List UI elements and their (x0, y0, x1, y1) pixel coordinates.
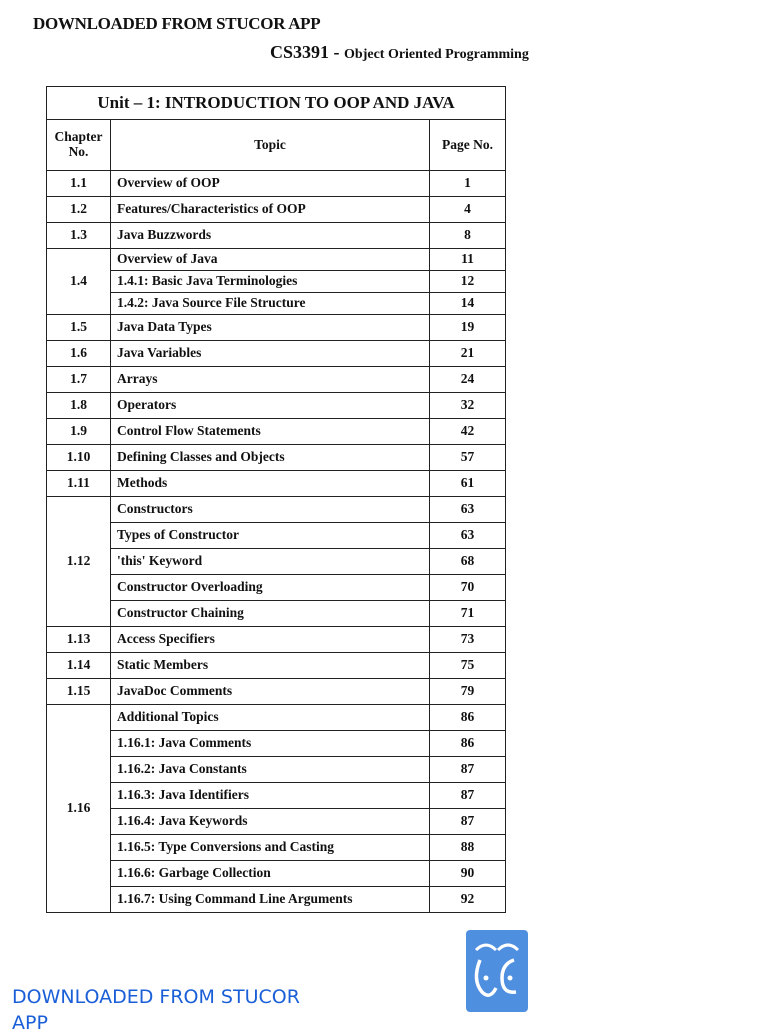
topic-title: JavaDoc Comments (111, 679, 430, 705)
table-row (47, 249, 506, 271)
topic-title: Access Specifiers (111, 627, 430, 653)
topic-title: Constructor Overloading (111, 575, 430, 601)
table-row (47, 601, 506, 627)
page-number: 42 (429, 419, 505, 445)
chapter-number: 1.16 (47, 705, 111, 913)
chapter-number: 1.15 (47, 679, 111, 705)
chapter-number: 1.10 (47, 445, 111, 471)
page-number: 86 (429, 705, 505, 731)
page-number: 70 (429, 575, 505, 601)
topic-title: 1.4.2: Java Source File Structure (111, 293, 430, 315)
table-row (47, 679, 506, 705)
page-number: 1 (429, 171, 505, 197)
table-row (47, 627, 506, 653)
topic-title: Arrays (111, 367, 430, 393)
topic-title: 1.16.1: Java Comments (111, 731, 430, 757)
column-chapter: Chapter No. (47, 120, 111, 171)
page-number: 87 (429, 809, 505, 835)
page-number: 71 (429, 601, 505, 627)
page-number: 87 (429, 757, 505, 783)
table-row (47, 861, 506, 887)
topic-title: Types of Constructor (111, 523, 430, 549)
contents-body (47, 171, 506, 913)
topic-title: Constructors (111, 497, 430, 523)
page-number: 63 (429, 523, 505, 549)
table-row (47, 575, 506, 601)
course-dash: - (329, 42, 345, 62)
topic-title: Constructor Chaining (111, 601, 430, 627)
chapter-number: 1.9 (47, 419, 111, 445)
topic-title: Overview of OOP (111, 171, 430, 197)
page-number: 57 (429, 445, 505, 471)
topic-title: Java Data Types (111, 315, 430, 341)
chapter-number: 1.13 (47, 627, 111, 653)
topic-title: Methods (111, 471, 430, 497)
page-number: 86 (429, 731, 505, 757)
chapter-number: 1.11 (47, 471, 111, 497)
page-number: 68 (429, 549, 505, 575)
page-number: 14 (429, 293, 505, 315)
topic-title: 'this' Keyword (111, 549, 430, 575)
column-topic: Topic (111, 120, 430, 171)
chapter-number: 1.7 (47, 367, 111, 393)
topic-title: 1.16.6: Garbage Collection (111, 861, 430, 887)
chapter-number: 1.2 (47, 197, 111, 223)
page-number: 87 (429, 783, 505, 809)
table-row (47, 419, 506, 445)
course-heading (270, 42, 529, 63)
source-header: DOWNLOADED FROM STUCOR APP (33, 14, 321, 33)
chapter-number: 1.5 (47, 315, 111, 341)
page-number: 73 (429, 627, 505, 653)
table-row (47, 445, 506, 471)
topic-title: Static Members (111, 653, 430, 679)
table-row (47, 367, 506, 393)
topic-title: Additional Topics (111, 705, 430, 731)
table-row (47, 223, 506, 249)
page-number: 88 (429, 835, 505, 861)
table-row (47, 393, 506, 419)
contents-table (46, 86, 506, 913)
page-number: 63 (429, 497, 505, 523)
chapter-number: 1.6 (47, 341, 111, 367)
topic-title: Operators (111, 393, 430, 419)
stucor-logo-icon[interactable] (466, 930, 528, 1012)
topic-title: Defining Classes and Objects (111, 445, 430, 471)
table-row (47, 809, 506, 835)
table-row (47, 783, 506, 809)
topic-title: 1.4.1: Basic Java Terminologies (111, 271, 430, 293)
table-row (47, 887, 506, 913)
topic-title: Control Flow Statements (111, 419, 430, 445)
table-row (47, 731, 506, 757)
chapter-number: 1.3 (47, 223, 111, 249)
chapter-number: 1.1 (47, 171, 111, 197)
topic-title: Java Buzzwords (111, 223, 430, 249)
table-row (47, 523, 506, 549)
topic-title: 1.16.7: Using Command Line Arguments (111, 887, 430, 913)
table-row (47, 757, 506, 783)
chapter-number: 1.12 (47, 497, 111, 627)
unit-title: Unit – 1: INTRODUCTION TO OOP AND JAVA (47, 87, 506, 120)
table-row (47, 197, 506, 223)
page-number: 79 (429, 679, 505, 705)
page-number: 8 (429, 223, 505, 249)
topic-title: 1.16.2: Java Constants (111, 757, 430, 783)
table-row (47, 497, 506, 523)
page-number: 11 (429, 249, 505, 271)
page-number: 4 (429, 197, 505, 223)
page-number: 61 (429, 471, 505, 497)
course-code: CS3391 (270, 42, 330, 62)
topic-title: 1.16.5: Type Conversions and Casting (111, 835, 430, 861)
chapter-number: 1.4 (47, 249, 111, 315)
table-row (47, 471, 506, 497)
table-row (47, 549, 506, 575)
page-number: 90 (429, 861, 505, 887)
page-number: 24 (429, 367, 505, 393)
stucor-download-link[interactable]: DOWNLOADED FROM STUCOR APP (12, 986, 300, 1034)
table-row (47, 341, 506, 367)
topic-title: Java Variables (111, 341, 430, 367)
table-row (47, 315, 506, 341)
topic-title: Overview of Java (111, 249, 430, 271)
page-number: 12 (429, 271, 505, 293)
topic-title: 1.16.4: Java Keywords (111, 809, 430, 835)
table-row (47, 653, 506, 679)
course-name: Object Oriented Programming (344, 47, 529, 62)
column-page: Page No. (429, 120, 505, 171)
topic-title: Features/Characteristics of OOP (111, 197, 430, 223)
page-number: 92 (429, 887, 505, 913)
chapter-number: 1.14 (47, 653, 111, 679)
topic-title: 1.16.3: Java Identifiers (111, 783, 430, 809)
page-number: 19 (429, 315, 505, 341)
chapter-number: 1.8 (47, 393, 111, 419)
page-number: 21 (429, 341, 505, 367)
table-row (47, 171, 506, 197)
table-row (47, 705, 506, 731)
page-number: 75 (429, 653, 505, 679)
table-row (47, 293, 506, 315)
page-number: 32 (429, 393, 505, 419)
table-row (47, 271, 506, 293)
table-row (47, 835, 506, 861)
